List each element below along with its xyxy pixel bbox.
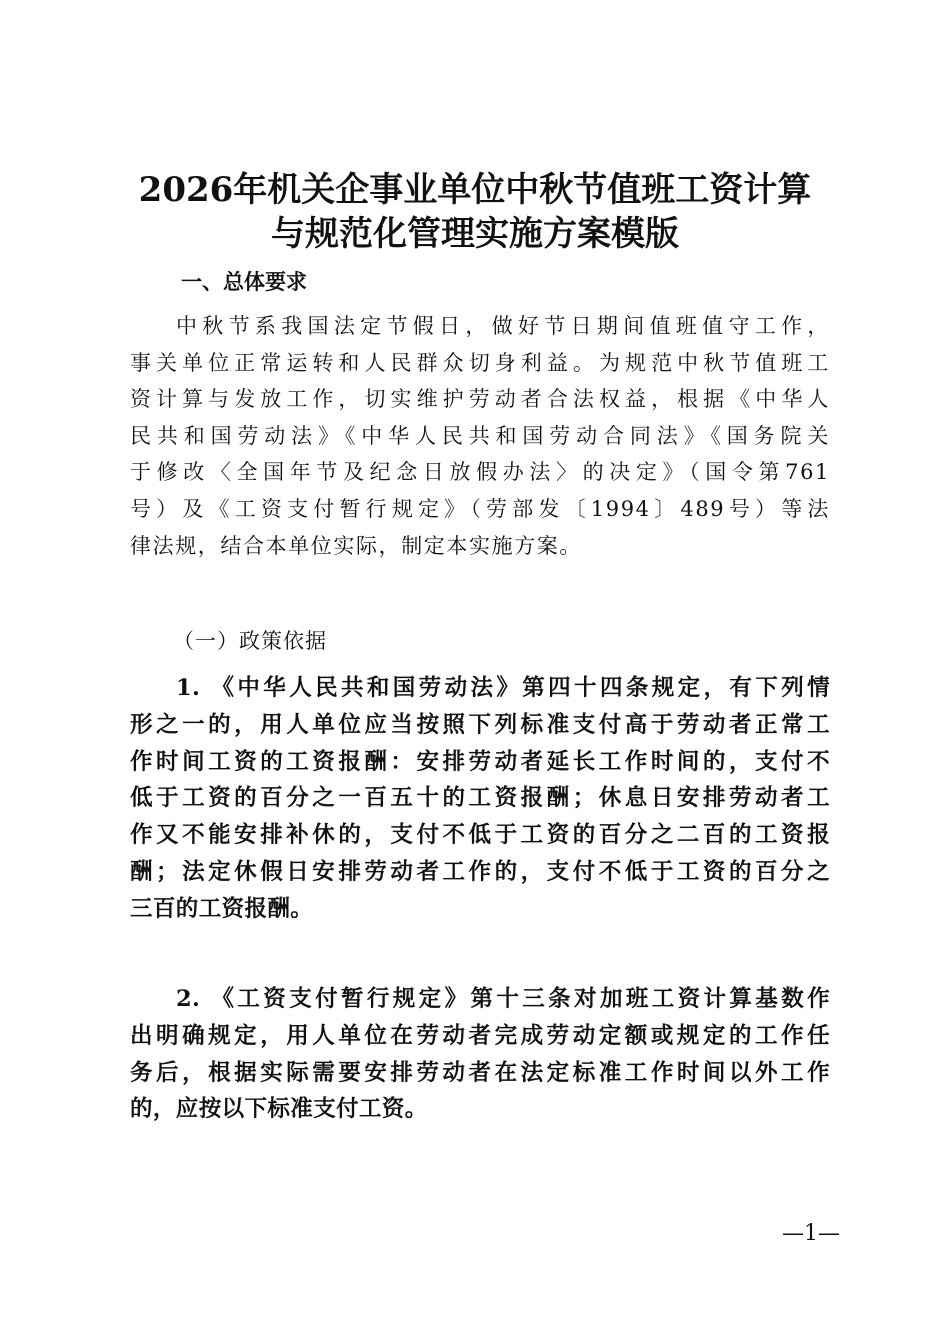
intro-line: 中秋节系我国法定节假日，做好节日期间值班值守工作， [176,314,830,338]
section-heading-general-requirements: 一、总体要求 [181,270,307,294]
policy-item-1-line: 作时间工资的工资报酬：安排劳动者延长工作时间的，支付不 [130,748,830,775]
intro-line: 号）及《工资支付暂行规定》（劳部发〔1994〕489号）等法 [130,496,830,521]
policy-item-1-line: 作又不能安排补休的，支付不低于工资的百分之二百的工资报 [130,822,830,849]
policy-item-2-paragraph [130,981,830,1128]
intro-line: 资计算与发放工作，切实维护劳动者合法权益，根据《中华人 [130,387,830,412]
policy-item-1-paragraph [130,670,830,928]
intro-line: 于修改〈全国年节及纪念日放假办法〉的决定》（国令第761 [130,460,830,485]
policy-item-1-line: 形之一的，用人单位应当按照下列标准支付高于劳动者正常工 [130,711,830,738]
intro-paragraph [130,308,830,564]
page-number: —1— [782,1221,840,1246]
policy-item-1-line: 三百的工资报酬。 [130,895,314,922]
intro-line: 民共和国劳动法》《中华人民共和国劳动合同法》《国务院关 [130,423,830,448]
policy-item-1-line: 1. 《中华人民共和国劳动法》第四十四条规定，有下列情 [176,675,830,701]
document-title-line-2: 与规范化管理实施方案模版 [271,214,679,254]
policy-item-1-line: 低于工资的百分之一百五十的工资报酬；休息日安排劳动者工 [130,785,830,812]
intro-line: 事关单位正常运转和人民群众切身利益。为规范中秋节值班工 [130,350,830,375]
policy-item-2-line: 2. 《工资支付暂行规定》第十三条对加班工资计算基数作 [176,986,830,1012]
policy-item-2-line: 出明确规定，用人单位在劳动者完成劳动定额或规定的工作任 [130,1022,830,1049]
intro-line: 律法规，结合本单位实际，制定本实施方案。 [130,533,582,558]
policy-item-1-line: 酬；法定休假日安排劳动者工作的，支付不低于工资的百分之 [130,858,830,885]
document-title-line-1: 2026年机关企事业单位中秋节值班工资计算 [138,170,812,210]
policy-item-2-line: 务后，根据实际需要安排劳动者在法定标准工作时间以外工作 [130,1059,830,1086]
policy-item-2-line: 的，应按以下标准支付工资。 [130,1096,428,1123]
subsection-heading-policy-basis: （一）政策依据 [173,629,327,653]
